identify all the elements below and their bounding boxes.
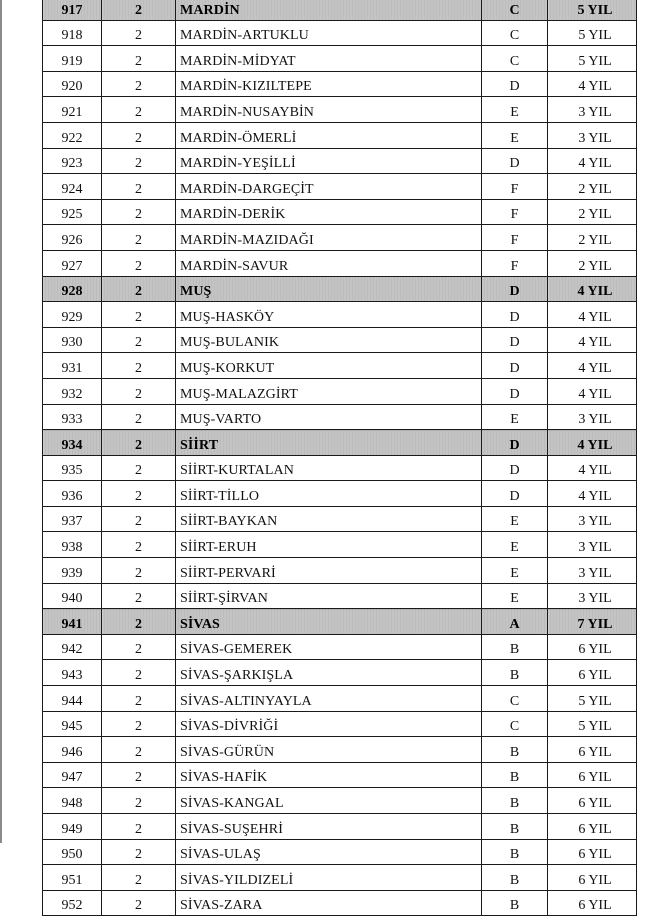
duration-cell: 4 YIL	[548, 148, 637, 174]
duration-cell: 4 YIL	[548, 455, 637, 481]
row-number-cell: 951	[43, 865, 102, 891]
class-cell: F	[482, 174, 548, 200]
group-cell: 2	[102, 558, 176, 584]
class-cell: B	[482, 737, 548, 763]
class-cell: C	[482, 20, 548, 46]
duration-cell: 3 YIL	[548, 583, 637, 609]
duration-cell: 3 YIL	[548, 97, 637, 123]
group-cell: 2	[102, 814, 176, 840]
duration-cell: 4 YIL	[548, 276, 637, 302]
row-number-cell: 921	[43, 97, 102, 123]
group-cell: 2	[102, 430, 176, 456]
row-number-cell: 941	[43, 609, 102, 635]
location-name-cell: MUŞ-KORKUT	[176, 353, 482, 379]
duration-cell: 2 YIL	[548, 174, 637, 200]
table-row	[43, 583, 637, 609]
duration-cell: 3 YIL	[548, 558, 637, 584]
row-number-cell: 928	[43, 276, 102, 302]
row-number-cell: 929	[43, 302, 102, 328]
table-row	[43, 814, 637, 840]
group-cell: 2	[102, 506, 176, 532]
group-cell: 2	[102, 46, 176, 72]
page-left-edge	[0, 0, 2, 843]
group-cell: 2	[102, 97, 176, 123]
table-row	[43, 506, 637, 532]
province-row	[43, 276, 637, 302]
group-cell: 2	[102, 839, 176, 865]
class-cell: B	[482, 660, 548, 686]
group-cell: 2	[102, 583, 176, 609]
duration-cell: 4 YIL	[548, 481, 637, 507]
location-name-cell: MUŞ-MALAZGİRT	[176, 378, 482, 404]
duration-cell: 5 YIL	[548, 46, 637, 72]
table-row	[43, 199, 637, 225]
table-row	[43, 404, 637, 430]
table-row	[43, 302, 637, 328]
duration-cell: 3 YIL	[548, 506, 637, 532]
location-name-cell: SİVAS-HAFİK	[176, 762, 482, 788]
row-number-cell: 946	[43, 737, 102, 763]
duration-cell: 6 YIL	[548, 814, 637, 840]
group-cell: 2	[102, 174, 176, 200]
class-cell: A	[482, 609, 548, 635]
group-cell: 2	[102, 20, 176, 46]
location-name-cell: MARDİN-SAVUR	[176, 250, 482, 276]
duration-cell: 3 YIL	[548, 532, 637, 558]
duration-cell: 4 YIL	[548, 302, 637, 328]
group-cell: 2	[102, 737, 176, 763]
location-name-cell: SİİRT-KURTALAN	[176, 455, 482, 481]
class-cell: D	[482, 148, 548, 174]
group-cell: 2	[102, 609, 176, 635]
row-number-cell: 925	[43, 199, 102, 225]
row-number-cell: 937	[43, 506, 102, 532]
group-cell: 2	[102, 481, 176, 507]
table-row	[43, 737, 637, 763]
table-row	[43, 762, 637, 788]
duration-cell: 4 YIL	[548, 327, 637, 353]
duration-cell: 2 YIL	[548, 199, 637, 225]
row-number-cell: 922	[43, 122, 102, 148]
district-table	[42, 0, 637, 916]
class-cell: B	[482, 839, 548, 865]
group-cell: 2	[102, 0, 176, 20]
group-cell: 2	[102, 660, 176, 686]
location-name-cell: SİİRT-ŞİRVAN	[176, 583, 482, 609]
location-name-cell: MARDİN-DERİK	[176, 199, 482, 225]
group-cell: 2	[102, 890, 176, 916]
class-cell: B	[482, 788, 548, 814]
province-row	[43, 430, 637, 456]
row-number-cell: 939	[43, 558, 102, 584]
location-name-cell: SİVAS-ULAŞ	[176, 839, 482, 865]
row-number-cell: 933	[43, 404, 102, 430]
class-cell: E	[482, 122, 548, 148]
location-name-cell: SİİRT-ERUH	[176, 532, 482, 558]
class-cell: B	[482, 634, 548, 660]
location-name-cell: MARDİN	[176, 0, 482, 20]
location-name-cell: MARDİN-YEŞİLLİ	[176, 148, 482, 174]
location-name-cell: MARDİN-DARGEÇİT	[176, 174, 482, 200]
duration-cell: 6 YIL	[548, 865, 637, 891]
duration-cell: 4 YIL	[548, 353, 637, 379]
row-number-cell: 918	[43, 20, 102, 46]
location-name-cell: MARDİN-ÖMERLİ	[176, 122, 482, 148]
class-cell: D	[482, 378, 548, 404]
table-row	[43, 532, 637, 558]
duration-cell: 6 YIL	[548, 788, 637, 814]
table-row	[43, 71, 637, 97]
row-number-cell: 930	[43, 327, 102, 353]
row-number-cell: 940	[43, 583, 102, 609]
group-cell: 2	[102, 404, 176, 430]
location-name-cell: SİVAS-SUŞEHRİ	[176, 814, 482, 840]
duration-cell: 6 YIL	[548, 660, 637, 686]
class-cell: D	[482, 327, 548, 353]
class-cell: B	[482, 865, 548, 891]
duration-cell: 5 YIL	[548, 0, 637, 20]
group-cell: 2	[102, 634, 176, 660]
class-cell: D	[482, 353, 548, 379]
duration-cell: 3 YIL	[548, 122, 637, 148]
location-name-cell: MARDİN-MAZIDAĞI	[176, 225, 482, 251]
duration-cell: 5 YIL	[548, 711, 637, 737]
class-cell: E	[482, 558, 548, 584]
district-table-body	[43, 0, 637, 916]
class-cell: E	[482, 583, 548, 609]
duration-cell: 5 YIL	[548, 20, 637, 46]
row-number-cell: 923	[43, 148, 102, 174]
table-row	[43, 174, 637, 200]
table-row	[43, 225, 637, 251]
table-row	[43, 455, 637, 481]
table-row	[43, 558, 637, 584]
class-cell: B	[482, 814, 548, 840]
table-row	[43, 890, 637, 916]
group-cell: 2	[102, 532, 176, 558]
duration-cell: 6 YIL	[548, 890, 637, 916]
row-number-cell: 948	[43, 788, 102, 814]
location-name-cell: MARDİN-MİDYAT	[176, 46, 482, 72]
row-number-cell: 952	[43, 890, 102, 916]
table-row	[43, 20, 637, 46]
table-row	[43, 327, 637, 353]
location-name-cell: MUŞ-VARTO	[176, 404, 482, 430]
row-number-cell: 942	[43, 634, 102, 660]
location-name-cell: SİVAS	[176, 609, 482, 635]
row-number-cell: 950	[43, 839, 102, 865]
location-name-cell: MUŞ	[176, 276, 482, 302]
location-name-cell: SİİRT-PERVARİ	[176, 558, 482, 584]
location-name-cell: SİVAS-YILDIZELİ	[176, 865, 482, 891]
group-cell: 2	[102, 71, 176, 97]
location-name-cell: SİİRT-BAYKAN	[176, 506, 482, 532]
table-row	[43, 865, 637, 891]
table-row	[43, 46, 637, 72]
row-number-cell: 920	[43, 71, 102, 97]
province-row	[43, 0, 637, 20]
location-name-cell: SİVAS-ALTINYAYLA	[176, 686, 482, 712]
table-row	[43, 711, 637, 737]
group-cell: 2	[102, 148, 176, 174]
class-cell: E	[482, 532, 548, 558]
class-cell: C	[482, 46, 548, 72]
class-cell: F	[482, 225, 548, 251]
class-cell: C	[482, 0, 548, 20]
group-cell: 2	[102, 276, 176, 302]
location-name-cell: MARDİN-NUSAYBİN	[176, 97, 482, 123]
row-number-cell: 936	[43, 481, 102, 507]
group-cell: 2	[102, 327, 176, 353]
group-cell: 2	[102, 865, 176, 891]
duration-cell: 4 YIL	[548, 71, 637, 97]
duration-cell: 5 YIL	[548, 686, 637, 712]
table-row	[43, 660, 637, 686]
class-cell: F	[482, 250, 548, 276]
location-name-cell: MUŞ-HASKÖY	[176, 302, 482, 328]
location-name-cell: SİVAS-DİVRİĞİ	[176, 711, 482, 737]
row-number-cell: 919	[43, 46, 102, 72]
table-row	[43, 788, 637, 814]
class-cell: E	[482, 404, 548, 430]
group-cell: 2	[102, 762, 176, 788]
row-number-cell: 947	[43, 762, 102, 788]
duration-cell: 3 YIL	[548, 404, 637, 430]
table-row	[43, 353, 637, 379]
location-name-cell: MARDİN-KIZILTEPE	[176, 71, 482, 97]
row-number-cell: 924	[43, 174, 102, 200]
group-cell: 2	[102, 455, 176, 481]
location-name-cell: SİVAS-ŞARKIŞLA	[176, 660, 482, 686]
group-cell: 2	[102, 225, 176, 251]
row-number-cell: 917	[43, 0, 102, 20]
table-row	[43, 481, 637, 507]
location-name-cell: SİVAS-ZARA	[176, 890, 482, 916]
class-cell: D	[482, 276, 548, 302]
class-cell: D	[482, 481, 548, 507]
table-row	[43, 378, 637, 404]
group-cell: 2	[102, 199, 176, 225]
table-row	[43, 122, 637, 148]
row-number-cell: 943	[43, 660, 102, 686]
class-cell: D	[482, 430, 548, 456]
row-number-cell: 934	[43, 430, 102, 456]
group-cell: 2	[102, 353, 176, 379]
table-row	[43, 686, 637, 712]
class-cell: C	[482, 711, 548, 737]
row-number-cell: 932	[43, 378, 102, 404]
location-name-cell: SİİRT-TİLLO	[176, 481, 482, 507]
group-cell: 2	[102, 378, 176, 404]
duration-cell: 6 YIL	[548, 737, 637, 763]
table-row	[43, 148, 637, 174]
row-number-cell: 931	[43, 353, 102, 379]
location-name-cell: SİVAS-KANGAL	[176, 788, 482, 814]
duration-cell: 6 YIL	[548, 839, 637, 865]
location-name-cell: MUŞ-BULANIK	[176, 327, 482, 353]
group-cell: 2	[102, 122, 176, 148]
group-cell: 2	[102, 686, 176, 712]
row-number-cell: 945	[43, 711, 102, 737]
province-row	[43, 609, 637, 635]
table-row	[43, 634, 637, 660]
table-row	[43, 97, 637, 123]
group-cell: 2	[102, 711, 176, 737]
duration-cell: 2 YIL	[548, 250, 637, 276]
row-number-cell: 944	[43, 686, 102, 712]
row-number-cell: 938	[43, 532, 102, 558]
duration-cell: 2 YIL	[548, 225, 637, 251]
class-cell: F	[482, 199, 548, 225]
table-row	[43, 250, 637, 276]
row-number-cell: 935	[43, 455, 102, 481]
group-cell: 2	[102, 250, 176, 276]
location-name-cell: MARDİN-ARTUKLU	[176, 20, 482, 46]
class-cell: E	[482, 506, 548, 532]
row-number-cell: 949	[43, 814, 102, 840]
class-cell: D	[482, 455, 548, 481]
class-cell: E	[482, 97, 548, 123]
duration-cell: 4 YIL	[548, 430, 637, 456]
class-cell: C	[482, 686, 548, 712]
duration-cell: 4 YIL	[548, 378, 637, 404]
row-number-cell: 927	[43, 250, 102, 276]
class-cell: B	[482, 890, 548, 916]
location-name-cell: SİVAS-GÜRÜN	[176, 737, 482, 763]
row-number-cell: 926	[43, 225, 102, 251]
group-cell: 2	[102, 302, 176, 328]
location-name-cell: SİVAS-GEMEREK	[176, 634, 482, 660]
group-cell: 2	[102, 788, 176, 814]
duration-cell: 6 YIL	[548, 634, 637, 660]
location-name-cell: SİİRT	[176, 430, 482, 456]
duration-cell: 7 YIL	[548, 609, 637, 635]
class-cell: B	[482, 762, 548, 788]
class-cell: D	[482, 302, 548, 328]
duration-cell: 6 YIL	[548, 762, 637, 788]
class-cell: D	[482, 71, 548, 97]
